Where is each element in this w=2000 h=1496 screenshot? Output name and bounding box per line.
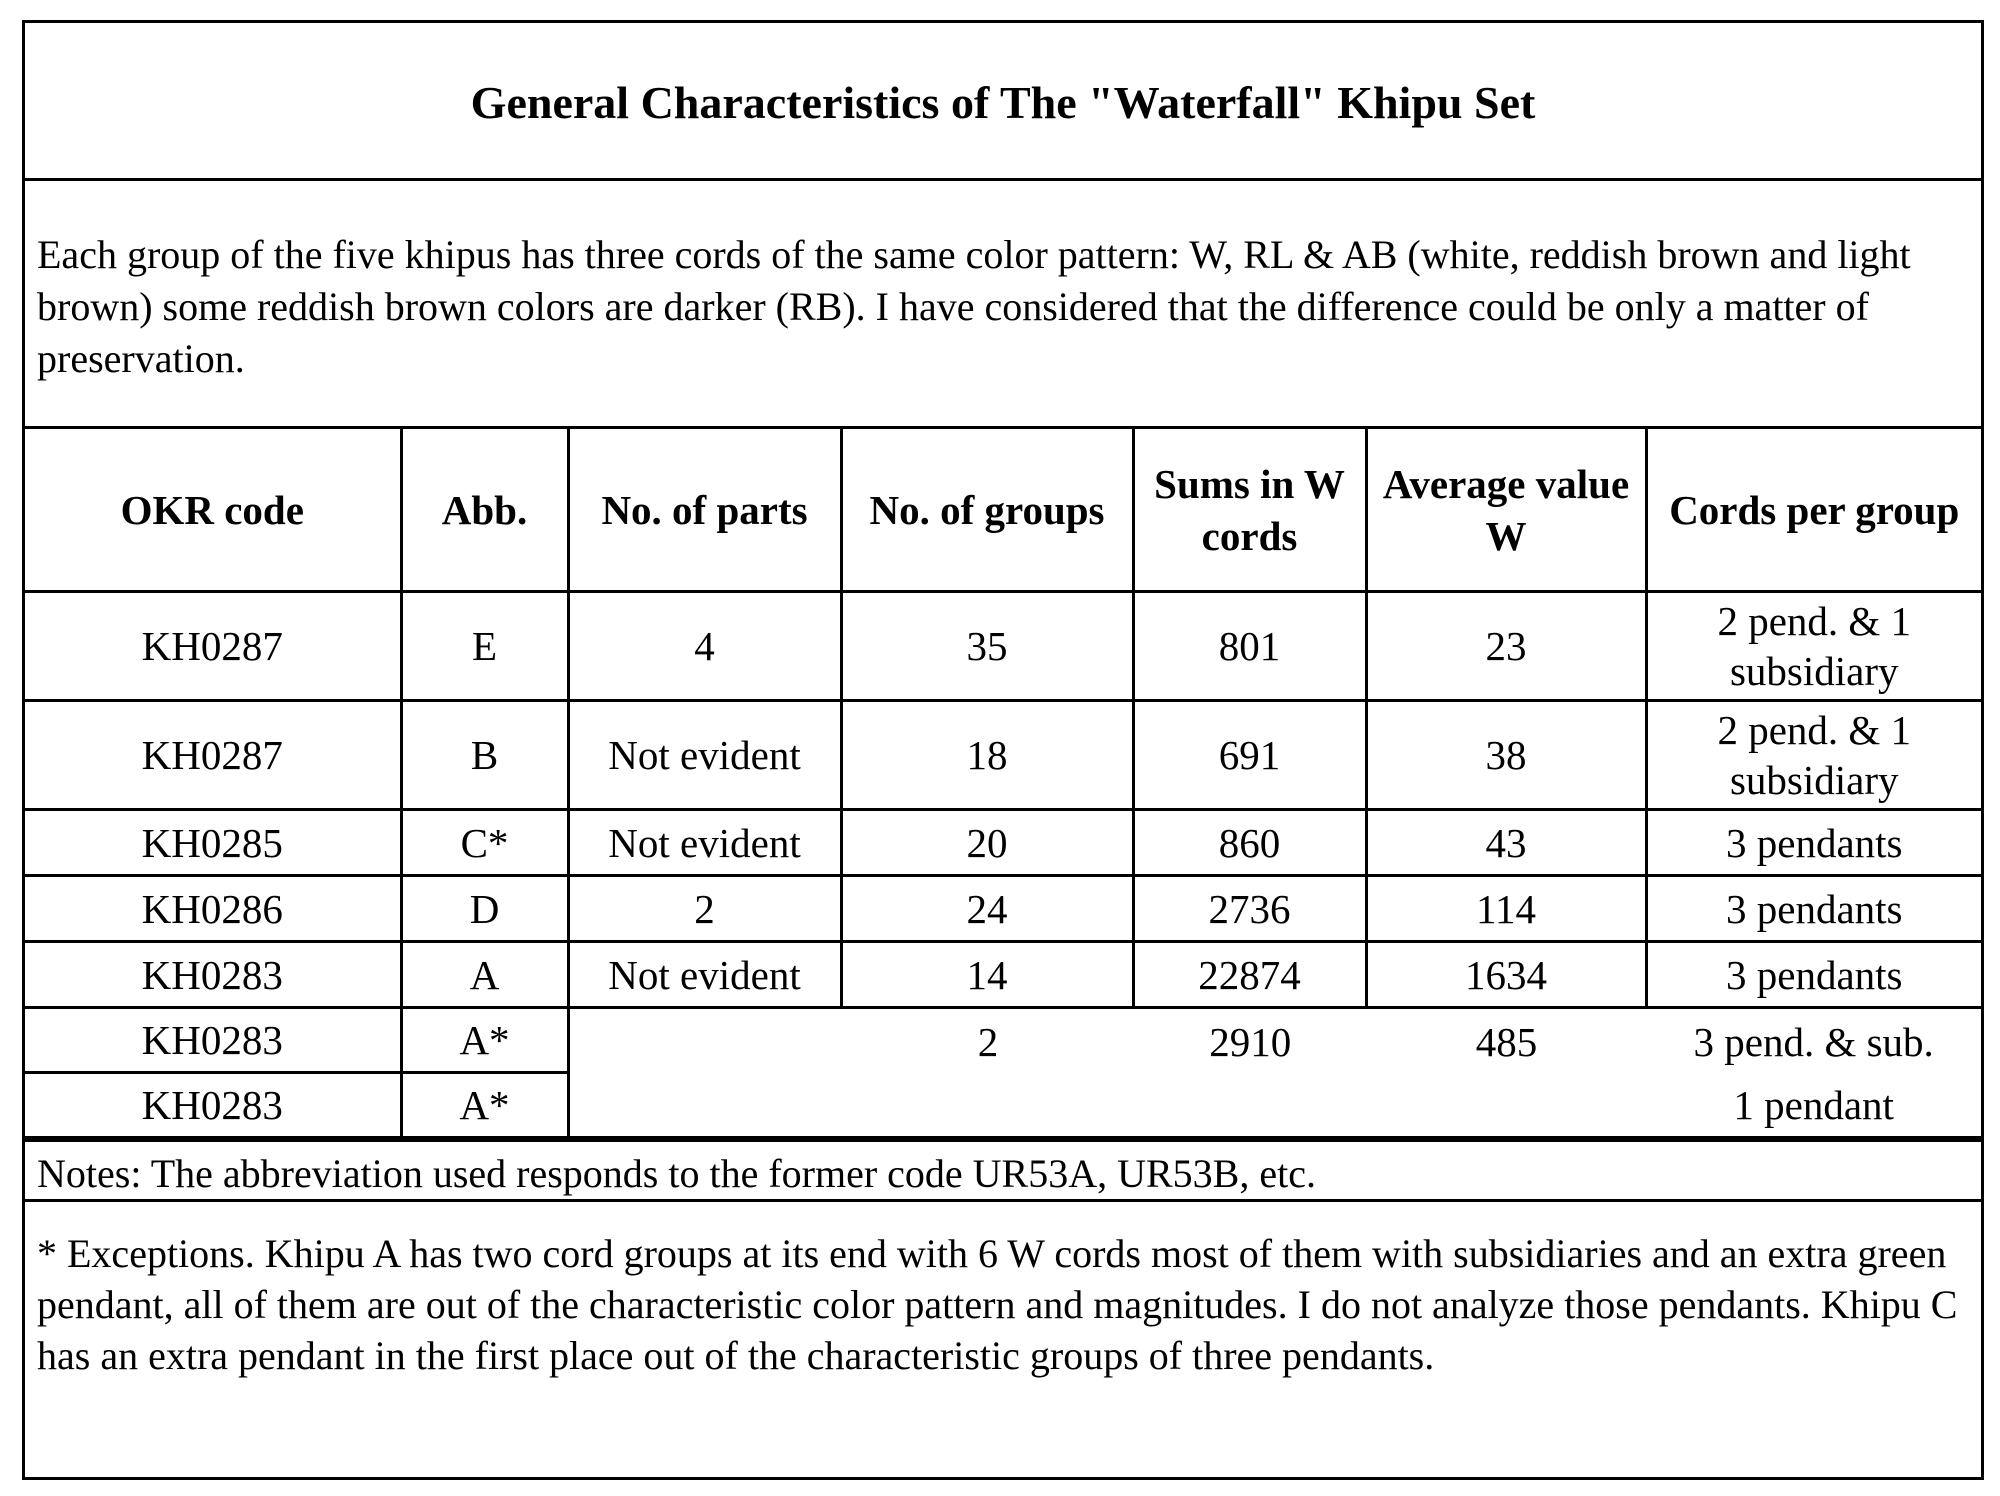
document-frame <box>22 20 1984 1480</box>
cell-cords-per-group: 3 pendants <box>1646 942 1981 1008</box>
table-row <box>25 701 1981 810</box>
khipu-table <box>25 429 1981 1139</box>
exceptions-paragraph: * Exceptions. Khipu A has two cord groups at its end with 6 W cords most of them with subsidiaries and an extra green pendant, all of them are out of the characteristic color pattern and magnitudes. I do not analyze those pendants. Khipu C has an extra pendant in the first place out of the characteristic groups of three pendants. <box>37 1231 1958 1378</box>
cell-okr-code: KH0287 <box>25 592 401 701</box>
header-cords-per-group: Cords per group <box>1646 429 1981 592</box>
cell-average: 43 <box>1366 810 1646 876</box>
cell-parts: Not evident <box>568 701 841 810</box>
cell-sums: 2910 <box>1209 1018 1292 1065</box>
header-groups: No. of groups <box>841 429 1133 592</box>
cell-parts <box>570 1011 843 1073</box>
header-abb: Abb. <box>401 429 568 592</box>
cell-sums: 691 <box>1133 701 1366 810</box>
cell-abb: A* <box>401 1008 568 1073</box>
cell-groups: 35 <box>841 592 1133 701</box>
cell-groups: 24 <box>841 876 1133 942</box>
cell-parts: 4 <box>568 592 841 701</box>
cell-abb: B <box>401 701 568 810</box>
cell-groups: 20 <box>841 810 1133 876</box>
cell-average: 114 <box>1366 876 1646 942</box>
cell-cords-per-group: 3 pend. & sub. <box>1693 1018 1934 1065</box>
cell-abb: C* <box>401 810 568 876</box>
header-average: Average value W <box>1366 429 1646 592</box>
cell-parts: 2 <box>568 876 841 942</box>
cell-okr-code: KH0283 <box>25 942 401 1008</box>
cell-average: 38 <box>1366 701 1646 810</box>
table-row <box>25 876 1981 942</box>
cell-average: 485 <box>1475 1018 1538 1065</box>
cell-okr-code: KH0283 <box>25 1073 401 1138</box>
cell-abb: D <box>401 876 568 942</box>
cell-abb: E <box>401 592 568 701</box>
exception-merged-cell <box>568 1008 1981 1138</box>
cell-abb: A <box>401 942 568 1008</box>
cell-okr-code: KH0287 <box>25 701 401 810</box>
table-row <box>25 810 1981 876</box>
document-title: General Characteristics of The "Waterfall" Khipu Set <box>25 23 1981 181</box>
cell-abb: A* <box>401 1073 568 1138</box>
cell-parts: Not evident <box>568 942 841 1008</box>
cell-cords-per-group: 2 pend. & 1 subsidiary <box>1646 701 1981 810</box>
notes-line: Notes: The abbreviation used responds to the former code UR53A, UR53B, etc. <box>25 1139 1981 1202</box>
cell-average: 1634 <box>1366 942 1646 1008</box>
header-row <box>25 429 1981 592</box>
cell-cords-per-group: 3 pendants <box>1646 876 1981 942</box>
table-row <box>25 592 1981 701</box>
cell-average: 23 <box>1366 592 1646 701</box>
header-parts: No. of parts <box>568 429 841 592</box>
cell-sums: 801 <box>1133 592 1366 701</box>
table-row <box>25 942 1981 1008</box>
cell-sums: 860 <box>1133 810 1366 876</box>
cell-groups: 18 <box>841 701 1133 810</box>
cell-groups: 2 <box>977 1018 999 1065</box>
cell-cords-per-group: 1 pendant <box>1733 1081 1894 1128</box>
cell-cords-per-group: 3 pendants <box>1646 810 1981 876</box>
cell-parts: Not evident <box>568 810 841 876</box>
cell-cords-per-group: 2 pend. & 1 subsidiary <box>1646 592 1981 701</box>
cell-sums: 22874 <box>1133 942 1366 1008</box>
cell-okr-code: KH0285 <box>25 810 401 876</box>
cell-okr-code: KH0286 <box>25 876 401 942</box>
cell-sums: 2736 <box>1133 876 1366 942</box>
cell-okr-code: KH0283 <box>25 1008 401 1073</box>
header-okr-code: OKR code <box>25 429 401 592</box>
header-sums: Sums in W cords <box>1133 429 1366 592</box>
cell-groups: 14 <box>841 942 1133 1008</box>
intro-paragraph: Each group of the five khipus has three cords of the same color pattern: W, RL & AB (white, reddish brown and light brown) some reddish brown colors are darker (RB). I have considered that the difference could be only a matter of preservation. <box>25 181 1981 429</box>
exception-row <box>25 1008 1981 1073</box>
